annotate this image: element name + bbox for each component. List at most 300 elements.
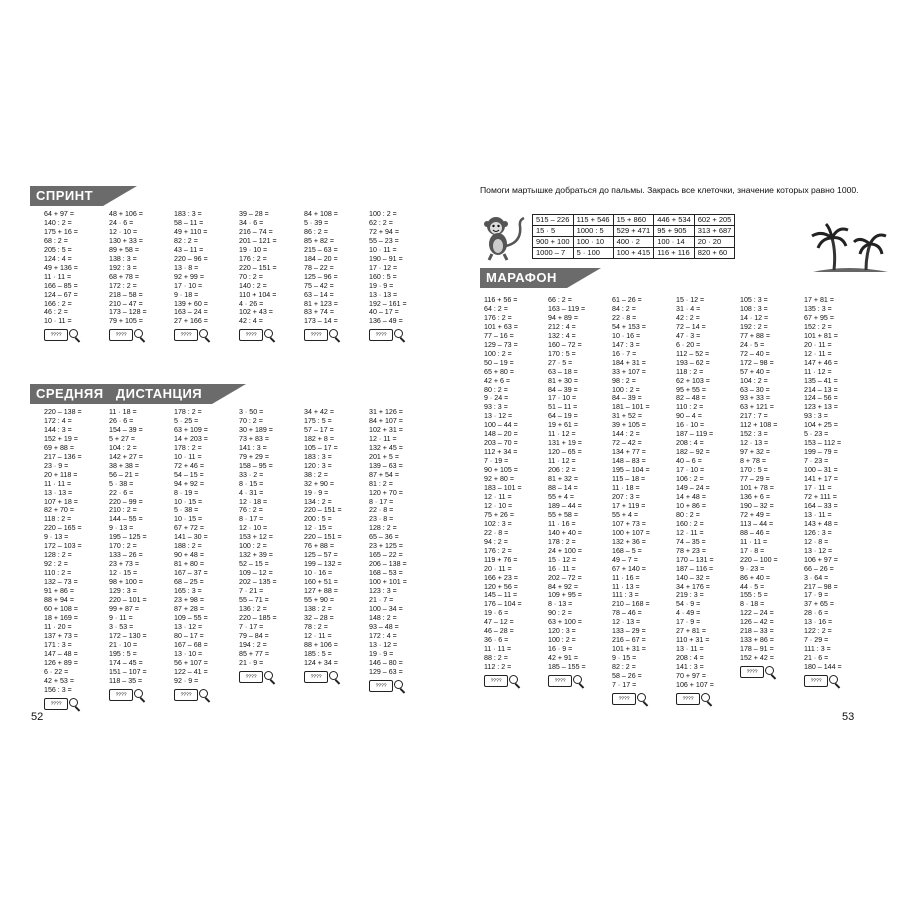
exercise: 13 · 10 = <box>174 649 203 658</box>
exercise: 210 – 168 = <box>612 600 650 609</box>
exercise: 201 – 121 = <box>239 236 277 245</box>
exercise: 97 + 32 = <box>740 448 770 457</box>
exercise: 108 : 3 = <box>740 304 768 313</box>
exercise: 178 : 2 = <box>548 537 576 546</box>
exercise-column <box>369 408 434 711</box>
exercise: 128 : 2 = <box>369 524 397 533</box>
exercise: 122 : 2 = <box>804 627 832 636</box>
exercise: 105 – 17 = <box>304 443 338 452</box>
answer-box: ???? <box>109 329 133 341</box>
answer-box: ???? <box>109 689 133 701</box>
exercise: 124 – 56 = <box>804 394 838 403</box>
exercise: 88 : 2 = <box>484 654 508 663</box>
exercise: 17 · 9 = <box>676 618 701 627</box>
exercise: 44 · 5 = <box>740 582 765 591</box>
exercise: 72 – 40 = <box>740 349 770 358</box>
exercise: 10 · 16 = <box>612 331 641 340</box>
grid-cell[interactable]: 400 · 2 <box>613 237 654 248</box>
exercise: 8 · 19 = <box>174 488 199 497</box>
exercise: 141 + 17 = <box>804 475 838 484</box>
exercise: 172 : 2 = <box>109 281 137 290</box>
exercise: 93 + 33 = <box>740 394 770 403</box>
exercise: 13 · 8 = <box>174 263 199 272</box>
exercise: 156 : 3 = <box>44 685 72 694</box>
exercise: 12 · 13 = <box>612 618 641 627</box>
exercise: 4 · 31 = <box>239 488 264 497</box>
exercise: 7 · 17 = <box>612 680 637 689</box>
exercise: 220 – 99 = <box>109 497 143 506</box>
grid-cell[interactable]: 529 + 471 <box>613 226 654 237</box>
exercise: 22 · 8 = <box>612 313 637 322</box>
exercise: 153 – 112 = <box>804 439 842 448</box>
exercise: 11 · 18 = <box>612 484 640 493</box>
exercise: 12 · 15 = <box>109 569 138 578</box>
exercise: 181 – 101 = <box>612 403 650 412</box>
exercise-column <box>44 210 109 342</box>
exercise: 5 · 39 = <box>304 218 329 227</box>
exercise: 81 + 30 = <box>548 376 578 385</box>
exercise: 217 – 98 = <box>804 582 838 591</box>
exercise: 47 · 3 = <box>676 331 701 340</box>
grid-cell[interactable]: 900 + 100 <box>533 237 574 248</box>
sprint-columns <box>44 210 434 342</box>
exercise: 70 + 97 = <box>676 672 706 681</box>
exercise: 13 · 12 = <box>804 546 833 555</box>
exercise: 5 · 23 = <box>804 430 829 439</box>
grid-cell[interactable]: 116 + 116 <box>654 248 695 259</box>
exercise: 60 + 108 = <box>44 604 78 613</box>
exercise: 62 : 2 = <box>369 218 393 227</box>
answer-box: ???? <box>174 689 198 701</box>
magnifier-icon <box>264 329 276 341</box>
exercise: 6 · 20 = <box>676 340 701 349</box>
exercise: 115 – 18 = <box>612 475 646 484</box>
exercise-column <box>676 296 740 706</box>
exercise: 42 : 2 = <box>676 313 700 322</box>
exercise: 13 · 13 = <box>44 488 73 497</box>
exercise: 21 · 7 = <box>369 596 394 605</box>
exercise: 19 · 6 = <box>484 609 509 618</box>
grid-cell[interactable]: 5 · 100 <box>573 248 613 259</box>
exercise: 64 : 2 = <box>484 304 508 313</box>
magnifier-icon <box>69 698 81 710</box>
exercise: 72 – 14 = <box>676 322 706 331</box>
exercise: 102 : 3 = <box>484 519 512 528</box>
exercise: 91 + 86 = <box>44 587 74 596</box>
exercise: 100 – 34 = <box>369 604 403 613</box>
exercise: 55 + 90 = <box>304 596 334 605</box>
exercise: 75 + 26 = <box>484 510 514 519</box>
exercise: 5 · 25 = <box>174 416 199 425</box>
exercise: 76 : 2 = <box>239 506 263 515</box>
exercise: 72 + 111 = <box>804 492 837 501</box>
exercise: 28 · 6 = <box>804 609 829 618</box>
task-prompt: Помоги мартышке добраться до пальмы. Закрась все клеточки, значение которых равно 1000. <box>480 185 859 195</box>
exercise: 80 : 2 = <box>484 385 508 394</box>
exercise: 12 · 11 = <box>484 492 512 501</box>
exercise: 144 – 55 = <box>109 515 143 524</box>
exercise: 110 + 31 = <box>676 636 710 645</box>
exercise: 84 – 39 = <box>548 385 578 394</box>
exercise: 76 + 88 = <box>304 542 334 551</box>
exercise: 27 + 81 = <box>676 627 706 636</box>
exercise: 133 – 26 = <box>109 551 143 560</box>
exercise: 219 : 3 = <box>676 591 704 600</box>
exercise: 57 – 17 = <box>304 425 334 434</box>
exercise: 110 : 2 = <box>676 403 704 412</box>
exercise: 88 – 46 = <box>740 528 770 537</box>
grid-cell[interactable]: 20 · 20 <box>694 237 735 248</box>
exercise: 10 · 11 = <box>174 452 202 461</box>
exercise: 8 · 17 = <box>239 515 264 524</box>
exercise: 101 + 81 = <box>804 331 838 340</box>
exercise: 84 – 39 = <box>612 394 642 403</box>
exercise: 141 : 3 = <box>239 443 267 452</box>
exercise: 33 + 107 = <box>612 367 646 376</box>
exercise: 4 · 26 = <box>239 299 264 308</box>
exercise: 100 + 107 = <box>612 528 650 537</box>
magnifier-icon <box>199 329 211 341</box>
exercise: 220 – 138 = <box>44 408 82 416</box>
magnifier-icon <box>509 675 521 687</box>
exercise: 185 – 155 = <box>548 663 586 672</box>
exercise: 100 : 2 = <box>239 542 267 551</box>
exercise: 86 + 40 = <box>740 573 770 582</box>
exercise: 34 + 42 = <box>304 408 334 416</box>
magnifier-icon <box>765 666 777 678</box>
answer-box: ???? <box>804 675 828 687</box>
exercise-column <box>548 296 612 706</box>
exercise: 106 + 97 = <box>804 555 838 564</box>
grid-cell[interactable]: 602 + 205 <box>694 215 735 226</box>
magnifier-icon <box>573 675 585 687</box>
exercise: 151 – 107 = <box>109 667 147 676</box>
exercise: 79 – 84 = <box>239 631 269 640</box>
exercise: 21 · 10 = <box>109 640 138 649</box>
exercise: 9 · 24 = <box>484 394 509 403</box>
exercise: 64 + 97 = <box>44 210 74 218</box>
exercise: 135 – 41 = <box>804 376 838 385</box>
exercise: 15 · 12 = <box>676 296 705 304</box>
exercise: 175 + 16 = <box>44 227 78 236</box>
grid-cell[interactable]: 115 + 546 <box>573 215 613 226</box>
magnifier-icon <box>264 671 276 683</box>
exercise: 183 : 3 = <box>304 452 332 461</box>
grid-cell[interactable]: 1000 – 7 <box>533 248 574 259</box>
exercise: 168 – 5 = <box>612 546 642 555</box>
exercise: 55 – 23 = <box>369 236 399 245</box>
exercise: 81 + 32 = <box>548 475 578 484</box>
exercise: 116 + 56 = <box>484 296 518 304</box>
exercise: 210 : 2 = <box>109 506 137 515</box>
exercise: 184 – 20 = <box>304 254 338 263</box>
exercise: 13 · 11 = <box>804 510 832 519</box>
exercise: 126 + 89 = <box>44 658 78 667</box>
exercise: 176 – 104 = <box>484 600 522 609</box>
exercise: 166 – 85 = <box>44 281 78 290</box>
exercise: 100 – 44 = <box>484 421 518 430</box>
exercise: 92 : 2 = <box>44 560 68 569</box>
exercise: 85 + 77 = <box>239 649 269 658</box>
exercise: 102 + 43 = <box>239 308 273 317</box>
exercise: 61 – 26 = <box>612 296 642 304</box>
exercise: 39 + 105 = <box>612 421 646 430</box>
exercise: 3 · 64 = <box>804 573 829 582</box>
exercise: 171 : 3 = <box>44 640 72 649</box>
exercise: 31 · 4 = <box>676 304 701 313</box>
grid-cell[interactable]: 1000 : 5 <box>573 226 613 237</box>
exercise: 195 – 104 = <box>612 466 650 475</box>
exercise: 49 – 7 = <box>612 555 638 564</box>
exercise: 173 – 128 = <box>109 308 147 317</box>
exercise: 16 · 10 = <box>676 421 705 430</box>
answer-check-icon <box>109 688 174 702</box>
exercise: 7 · 29 = <box>804 636 829 645</box>
exercise: 164 – 33 = <box>804 501 838 510</box>
exercise: 55 + 4 = <box>548 492 575 501</box>
exercise: 217 – 136 = <box>44 452 82 461</box>
exercise: 11 · 18 = <box>109 408 137 416</box>
exercise: 123 + 13 = <box>804 403 838 412</box>
exercise: 4 · 49 = <box>676 609 701 618</box>
exercise: 139 – 63 = <box>369 461 403 470</box>
exercise: 42 + 6 = <box>484 376 511 385</box>
exercise: 69 + 88 = <box>44 443 74 452</box>
exercise: 33 · 2 = <box>239 470 264 479</box>
exercise: 140 : 2 = <box>239 281 267 290</box>
exercise: 100 : 2 = <box>548 636 576 645</box>
answer-check-icon <box>174 328 239 342</box>
exercise: 81 + 80 = <box>174 560 204 569</box>
exercise: 16 · 9 = <box>548 645 573 654</box>
exercise: 77 – 29 = <box>740 475 770 484</box>
exercise: 120 + 70 = <box>369 488 403 497</box>
exercise: 178 : 2 = <box>174 443 202 452</box>
exercise: 10 · 11 = <box>44 317 72 326</box>
exercise: 118 : 2 = <box>676 367 704 376</box>
exercise: 104 : 2 = <box>109 443 137 452</box>
sprint-title: СПРИНТ <box>30 186 103 206</box>
exercise: 19 + 61 = <box>548 421 578 430</box>
exercise: 11 · 11 = <box>484 645 512 654</box>
exercise: 183 – 101 = <box>484 484 522 493</box>
answer-box: ???? <box>304 671 328 683</box>
exercise: 34 + 176 = <box>676 582 710 591</box>
grid-cell[interactable]: 95 + 905 <box>654 226 695 237</box>
exercise: 17 · 8 = <box>740 546 765 555</box>
exercise: 12 · 11 = <box>369 434 397 443</box>
grid-cell[interactable]: 313 + 687 <box>694 226 735 237</box>
exercise: 72 + 94 = <box>369 227 399 236</box>
grid-cell[interactable]: 15 · 5 <box>533 226 574 237</box>
exercise: 31 + 52 = <box>612 412 642 421</box>
exercise: 165 : 3 = <box>174 587 202 596</box>
grid-cell[interactable]: 100 + 415 <box>613 248 654 259</box>
exercise: 172 – 98 = <box>740 358 774 367</box>
answer-box: ???? <box>612 693 636 705</box>
grid-cell[interactable]: 446 + 534 <box>654 215 695 226</box>
exercise: 78 – 22 = <box>304 263 334 272</box>
exercise: 146 – 80 = <box>369 658 403 667</box>
banner-tail <box>212 384 246 404</box>
exercise: 15 · 12 = <box>548 555 577 564</box>
exercise: 176 : 2 = <box>484 546 512 555</box>
exercise: 216 – 74 = <box>239 227 273 236</box>
exercise: 102 + 31 = <box>369 425 403 434</box>
exercise-column <box>484 296 548 706</box>
middle-banner <box>30 384 246 404</box>
exercise: 112 – 52 = <box>676 349 710 358</box>
exercise: 10 · 16 = <box>304 569 333 578</box>
exercise: 52 – 15 = <box>239 560 269 569</box>
grid-cell[interactable]: 100 · 10 <box>573 237 613 248</box>
exercise: 22 · 8 = <box>484 528 509 537</box>
magnifier-icon <box>701 693 713 705</box>
exercise: 120 : 3 = <box>548 627 576 636</box>
exercise: 160 – 72 = <box>548 340 582 349</box>
exercise: 216 – 67 = <box>612 636 646 645</box>
exercise-column <box>740 296 804 706</box>
exercise: 93 : 3 = <box>484 403 508 412</box>
exercise: 22 · 8 = <box>369 506 394 515</box>
exercise: 40 – 6 = <box>676 457 702 466</box>
exercise: 24 · 5 = <box>740 340 765 349</box>
exercise: 132 + 39 = <box>239 551 273 560</box>
exercise: 190 – 32 = <box>740 501 774 510</box>
exercise: 17 + 81 = <box>804 296 834 304</box>
exercise: 112 + 108 = <box>740 421 778 430</box>
exercise: 46 : 2 = <box>44 308 68 317</box>
answer-check-icon <box>44 328 109 342</box>
exercise: 11 · 16 = <box>612 573 640 582</box>
marathon-columns <box>484 296 868 706</box>
exercise: 67 + 140 = <box>612 564 646 573</box>
exercise: 132 : 4 = <box>548 331 576 340</box>
exercise: 5 · 38 = <box>174 506 199 515</box>
exercise: 62 + 103 = <box>676 376 710 385</box>
magnifier-icon <box>199 689 211 701</box>
middle-columns <box>44 408 434 711</box>
exercise: 34 · 6 = <box>239 218 264 227</box>
exercise: 94 + 92 = <box>174 479 204 488</box>
exercise: 12 · 8 = <box>804 537 829 546</box>
exercise: 118 : 2 = <box>44 515 72 524</box>
exercise: 11 · 11 = <box>740 537 768 546</box>
exercise: 3 · 50 = <box>239 408 264 416</box>
monkey-icon <box>482 212 528 262</box>
exercise: 92 · 9 = <box>174 676 199 685</box>
exercise: 10 · 15 = <box>174 497 203 506</box>
banner-tail <box>103 186 137 206</box>
exercise-column <box>239 408 304 711</box>
grid-cell[interactable]: 15 + 860 <box>613 215 654 226</box>
exercise: 212 : 4 = <box>548 322 576 331</box>
exercise: 79 + 105 = <box>109 317 143 326</box>
exercise: 136 + 6 = <box>740 492 770 501</box>
exercise: 168 – 53 = <box>369 569 403 578</box>
exercise: 78 : 2 = <box>304 622 328 631</box>
exercise: 17 · 11 = <box>804 484 832 493</box>
exercise: 189 – 44 = <box>548 501 582 510</box>
exercise: 100 – 31 = <box>804 466 838 475</box>
exercise: 98 : 2 = <box>612 376 636 385</box>
exercise: 17 · 9 = <box>804 591 829 600</box>
exercise: 147 : 3 = <box>612 340 640 349</box>
exercise: 152 + 42 = <box>740 654 774 663</box>
exercise: 107 + 18 = <box>44 497 78 506</box>
exercise: 142 + 27 = <box>109 452 143 461</box>
exercise: 54 + 153 = <box>612 322 646 331</box>
exercise: 12 · 11 = <box>676 528 704 537</box>
exercise: 77 + 88 = <box>740 331 770 340</box>
exercise: 163 – 119 = <box>548 304 586 313</box>
exercise: 180 – 144 = <box>804 663 842 672</box>
magnifier-icon <box>329 329 341 341</box>
grid-cell[interactable]: 100 · 14 <box>654 237 695 248</box>
exercise: 200 : 5 = <box>304 515 332 524</box>
exercise: 14 + 48 = <box>676 492 706 501</box>
exercise: 88 + 94 = <box>44 596 74 605</box>
exercise: 140 – 32 = <box>676 573 710 582</box>
exercise: 72 + 46 = <box>174 461 204 470</box>
exercise: 183 : 3 = <box>174 210 202 218</box>
exercise: 210 – 47 = <box>109 299 143 308</box>
magnifier-icon <box>394 680 406 692</box>
exercise: 68 : 2 = <box>44 236 68 245</box>
exercise: 133 – 29 = <box>612 627 646 636</box>
exercise: 81 + 123 = <box>304 299 338 308</box>
exercise: 17 · 12 = <box>369 263 398 272</box>
exercise: 3 · 53 = <box>109 622 134 631</box>
magnifier-icon <box>394 329 406 341</box>
exercise: 90 + 105 = <box>484 466 518 475</box>
exercise: 148 – 83 = <box>612 457 646 466</box>
exercise: 40 – 17 = <box>369 308 399 317</box>
exercise: 220 – 100 = <box>740 555 778 564</box>
exercise: 20 · 11 = <box>484 564 512 573</box>
exercise: 9 · 15 = <box>612 654 637 663</box>
exercise: 192 : 3 = <box>109 263 137 272</box>
exercise: 12 · 10 = <box>484 501 513 510</box>
exercise: 218 – 58 = <box>109 290 143 299</box>
exercise: 132 + 36 = <box>612 537 646 546</box>
exercise: 144 : 3 = <box>44 425 72 434</box>
exercise: 203 – 70 = <box>484 439 518 448</box>
exercise: 12 · 10 = <box>239 524 268 533</box>
exercise: 138 : 3 = <box>109 254 137 263</box>
exercise: 66 – 26 = <box>804 564 834 573</box>
exercise: 5 + 27 = <box>109 434 136 443</box>
exercise: 14 + 203 = <box>174 434 208 443</box>
grid-cell[interactable]: 820 + 60 <box>694 248 735 259</box>
magnifier-icon <box>329 671 341 683</box>
exercise: 119 + 76 = <box>484 555 518 564</box>
grid-cell[interactable]: 515 – 226 <box>533 215 574 226</box>
exercise: 163 – 24 = <box>174 308 208 317</box>
exercise: 152 : 3 = <box>740 430 768 439</box>
exercise: 122 – 24 = <box>740 609 774 618</box>
exercise: 205 : 5 = <box>44 245 72 254</box>
exercise: 217 : 7 = <box>740 412 768 421</box>
exercise: 8 · 17 = <box>369 497 394 506</box>
exercise: 83 + 74 = <box>304 308 334 317</box>
exercise: 23 + 125 = <box>369 542 403 551</box>
exercise: 172 : 4 = <box>369 631 397 640</box>
answer-check-icon <box>612 692 676 706</box>
exercise: 129 – 73 = <box>484 340 518 349</box>
exercise: 101 + 78 = <box>740 484 774 493</box>
exercise: 132 – 73 = <box>44 578 78 587</box>
